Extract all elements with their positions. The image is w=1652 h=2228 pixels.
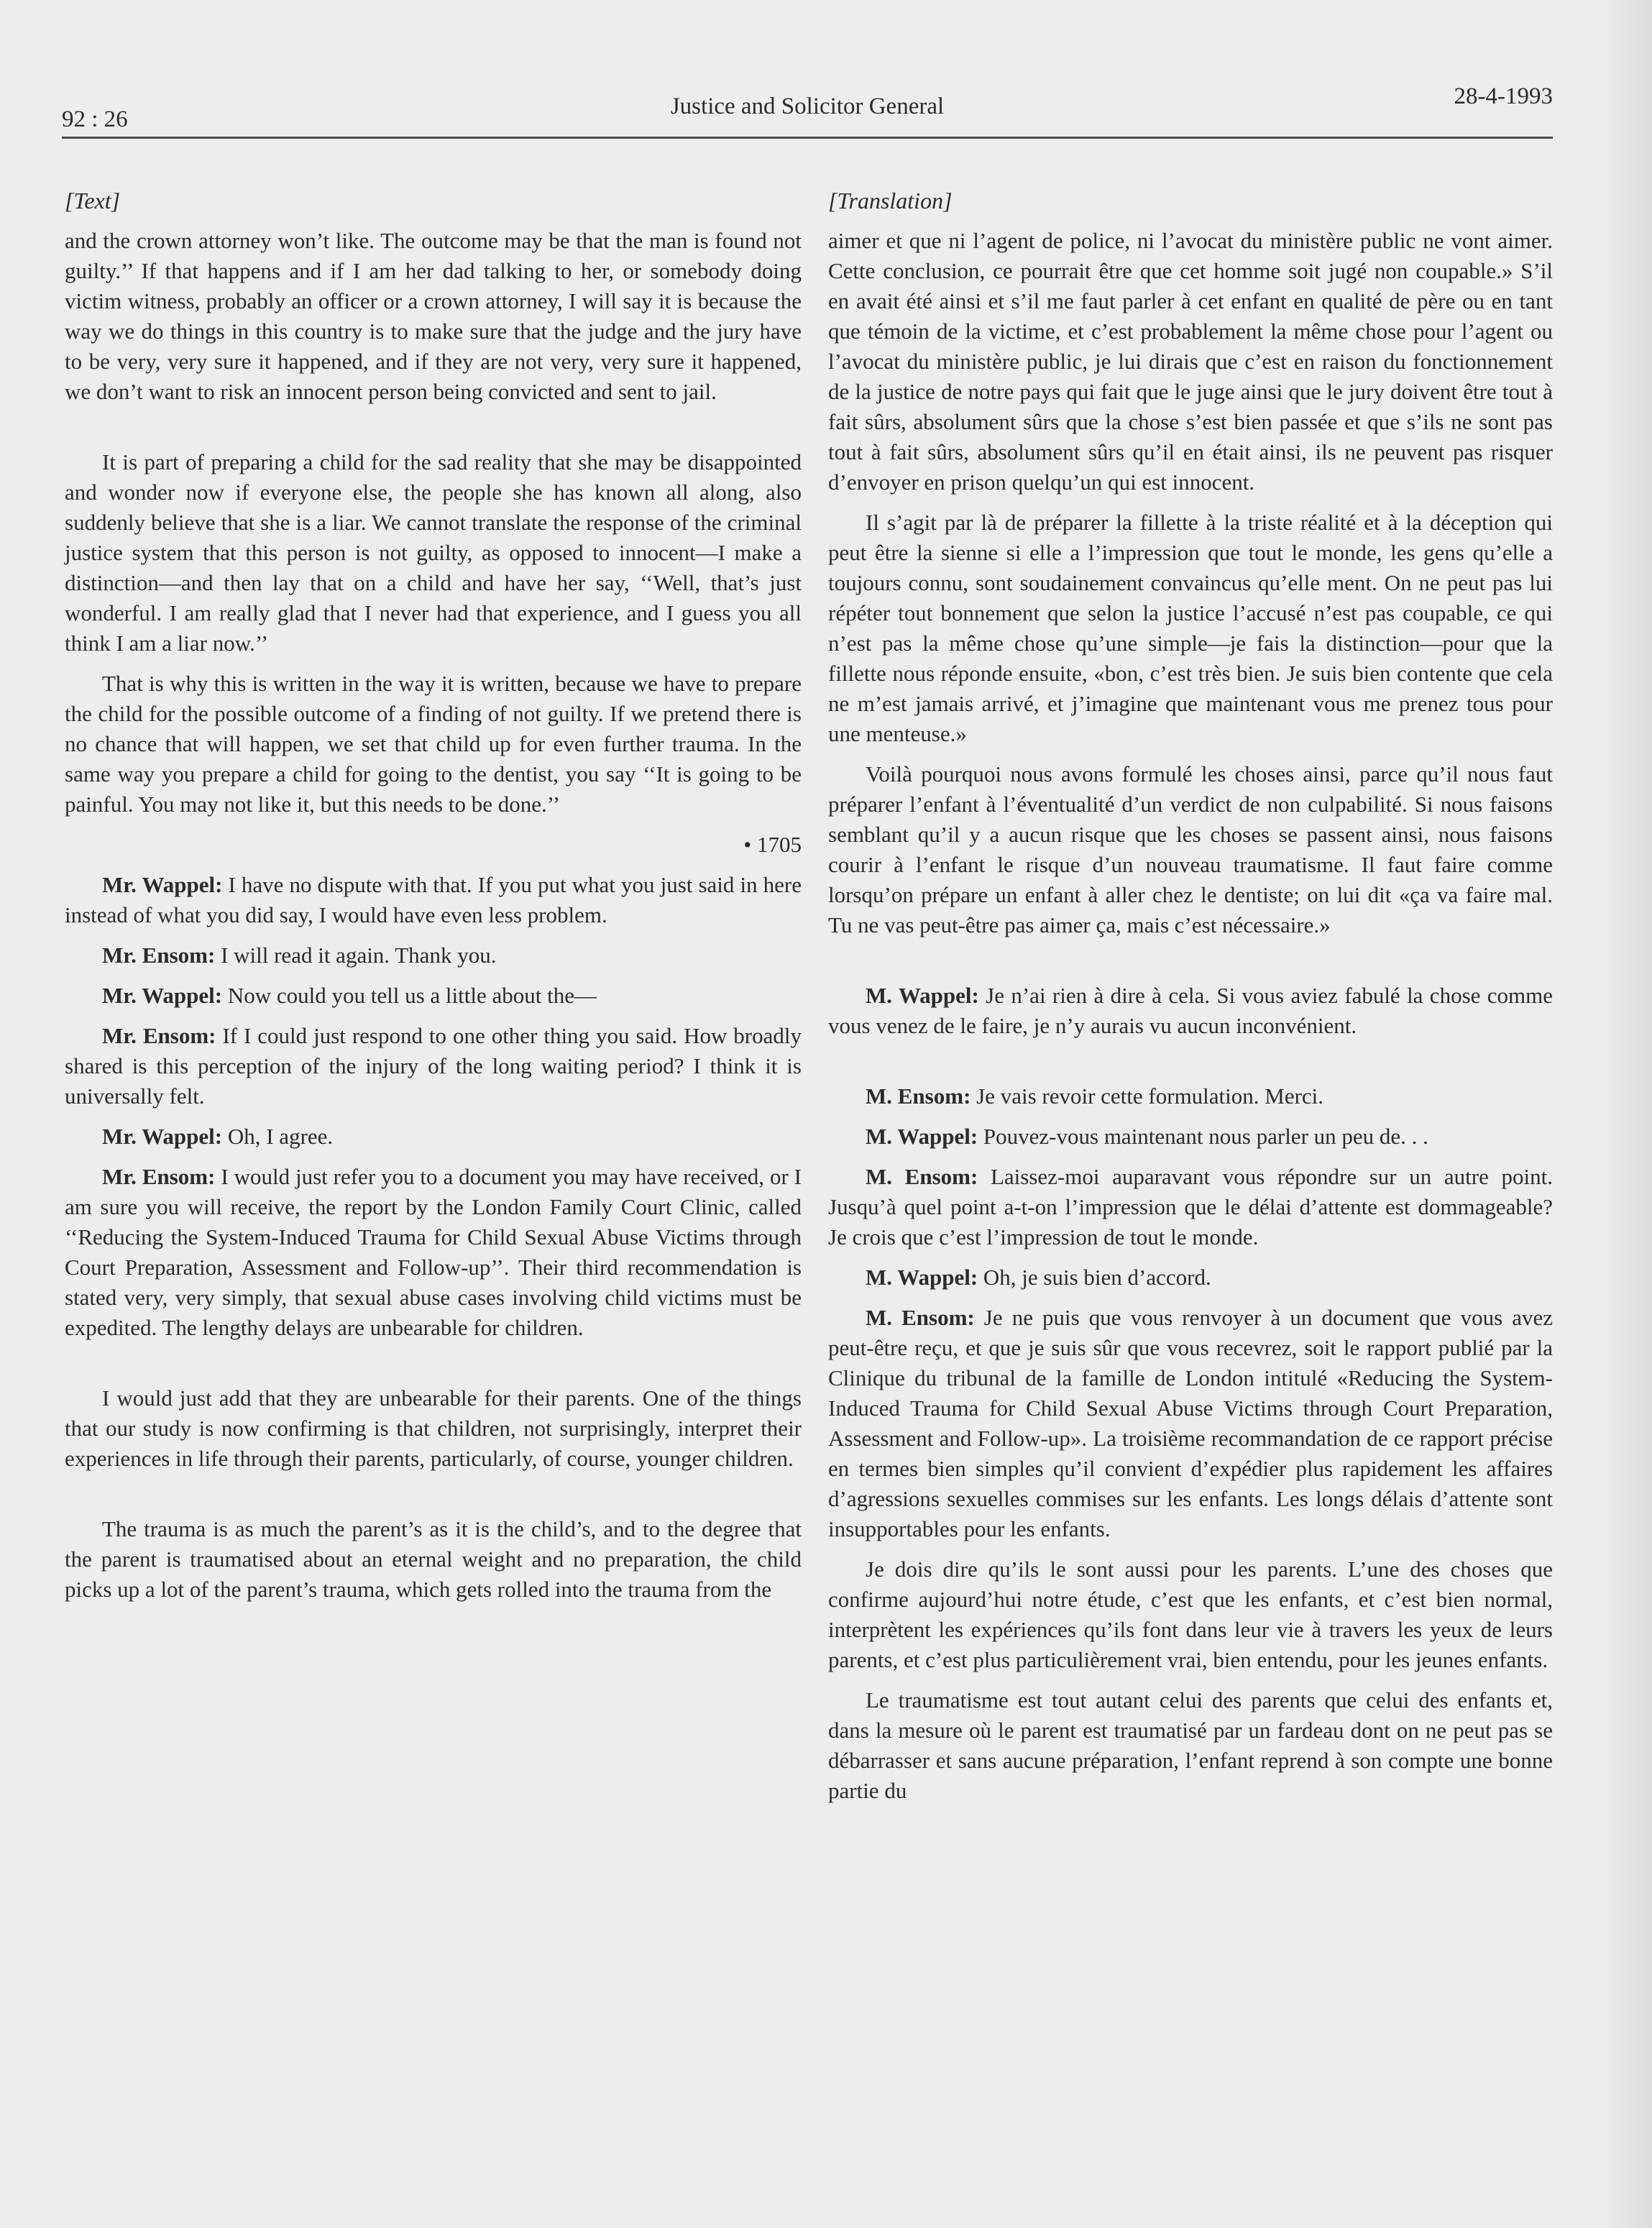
paragraph: Je dois dire qu’ils le sont aussi pour les parents. L’une des choses que confirme aujourd’hui notre étude, c’est que les enfants, et c’est bien normal, interprètent les expériences qu’ils font dans leur vie à travers les yeux de leurs parents, et c’est plus particulièrement vrai, bien entendu, pour les jeunes enfants. bbox=[828, 1557, 1553, 1672]
page-reference: 92 : 26 bbox=[62, 106, 128, 132]
speaker-exchange bbox=[65, 1122, 802, 1152]
speech-text: Now could you tell us a little about the— bbox=[222, 983, 597, 1008]
paragraph: aimer et que ni l’agent de police, ni l’avocat du ministère public ne vont aimer. Cette conclusion, ce pourrait être que cet homme soit jugé non coupable.» S’il en avait été ainsi et s’il me faut parler à cet enfant en qualité de père ou en tant que témoin de la victime, et c’est probablement la même chose pour l’agent ou l’avocat du ministère public, je lui dirais que c’est en raison du fonctionnement de la justice de notre pays qui fait que le juge ainsi que le jury doivent être tout à fait sûrs, absolument sûrs que la chose s’est bien passée et que s’ils ne sont pas tout à fait sûrs, absolument sûrs qu’il en était ainsi, ils ne peuvent pas risquer d’envoyer en prison quelqu’un qui est innocent. bbox=[828, 228, 1553, 495]
speech-text: I have no dispute with that. If you put what you just said in here instead of what you did say, I would have even less problem. bbox=[65, 872, 802, 927]
speech-text: If I could just respond to one other thing you said. How broadly shared is this perception of the injury of the long waiting period? I think it is universally felt. bbox=[65, 1023, 802, 1109]
speaker-name: M. Wappel: bbox=[866, 1124, 978, 1149]
column-label-translation: [Translation] bbox=[828, 188, 953, 214]
paragraph: and the crown attorney won’t like. The outcome may be that the man is found not guilty.’’ If that happens and if I am her dad talking to her, or somebody doing victim witness, probably an officer or a crown attorney, I will say it is because the way we do things in this country is to make sure that the judge and the jury have to be very, very sure it happened, and if they are not very, very sure it happened, we don’t want to risk an innocent person being convicted and sent to jail. bbox=[65, 228, 802, 404]
header-title: Justice and Solicitor General bbox=[670, 93, 945, 119]
english-text-column bbox=[65, 185, 802, 1615]
paragraph: I would just add that they are unbearable for their parents. One of the things that our study is now confirming is that children, not surprisingly, interpret their experiences in life through their parents, particularly, of course, younger children. bbox=[65, 1385, 802, 1471]
paragraph: It is part of preparing a child for the sad reality that she may be disappointed and wonder now if everyone else, the people she has known all along, also suddenly believe that she is a liar. We cannot translate the response of the criminal justice system that this person is not guilty, as opposed to innocent—I make a distinction—and then lay that on a child and have her say, ‘‘Well, that’s just wonderful. I am really glad that I never had that experience, and I guess you all think I am a liar now.’’ bbox=[65, 449, 802, 656]
speaker-exchange bbox=[828, 1303, 1553, 1544]
speaker-name: Mr. Ensom: bbox=[102, 1023, 216, 1048]
speech-text: Je ne puis que vous renvoyer à un document que vous avez peut-être reçu, et que je suis sûr que vous recevrez, soit le rapport publié par la Clinique du tribunal de la famille de London intitulé «Reducing the System-Induced Trauma for Child Sexual Abuse Victims through Court Preparation, Assessment and Follow-up». La troisième recommandation de ce rapport précise en termes bien simples qu’il convient d’expédier plus rapidement les affaires d’agressions sexuelles commises sur les enfants. Les longs délais d’attente sont insupportables pour les enfants. bbox=[828, 1305, 1553, 1541]
speaker-name: Mr. Wappel: bbox=[102, 983, 223, 1008]
paragraph: Voilà pourquoi nous avons formulé les choses ainsi, parce qu’il nous faut préparer l’enfant à l’éventualité d’un verdict de non culpabilité. Si nous faisons semblant qu’il y a aucun risque que les choses se passent ainsi, nous faisons courir à l’enfant le risque d’un nouveau traumatisme. Il faut faire comme lorsqu’on prépare un enfant à aller chez le dentiste; on lui dit «ça va faire mal. Tu ne vas peut-être pas aimer ça, mais c’est nécessaire.» bbox=[828, 761, 1553, 937]
paragraph: Le traumatisme est tout autant celui des parents que celui des enfants et, dans la mesure où le parent est traumatisé par un fardeau dont on ne peut pas se débarrasser et sans aucune préparation, l’enfant reprend à son compte une bonne partie du bbox=[828, 1687, 1553, 1803]
speaker-exchange bbox=[828, 1162, 1553, 1252]
paragraph: That is why this is written in the way it is written, because we have to prepare the child for the possible outcome of a finding of not guilty. If we pretend there is no chance that will happen, we set that child up for even further trauma. In the same way you prepare a child for going to the dentist, you say ‘‘It is going to be painful. You may not like it, but this needs to be done.’’ bbox=[65, 671, 802, 817]
header-date: 28-4-1993 bbox=[1454, 83, 1553, 109]
speaker-exchange bbox=[828, 1081, 1553, 1111]
speaker-exchange bbox=[828, 1122, 1553, 1152]
speaker-name: M. Ensom: bbox=[866, 1083, 971, 1109]
paragraph: The trauma is as much the parent’s as it is the child’s, and to the degree that the parent is traumatised about an eternal weight and no preparation, the child picks up a lot of the parent’s trauma, which gets rolled into the trauma from the bbox=[65, 1516, 802, 1602]
speech-text: Je vais revoir cette formulation. Merci. bbox=[970, 1083, 1324, 1109]
speaker-exchange bbox=[828, 1262, 1553, 1293]
page-edge-shadow bbox=[1602, 0, 1652, 2228]
speaker-name: M. Ensom: bbox=[866, 1164, 978, 1189]
speech-text: I will read it again. Thank you. bbox=[215, 943, 497, 968]
speaker-exchange bbox=[65, 1021, 802, 1111]
speech-text: Oh, je suis bien d’accord. bbox=[978, 1265, 1211, 1290]
speaker-exchange bbox=[65, 981, 802, 1011]
speaker-name: Mr. Wappel: bbox=[102, 872, 223, 897]
speaker-name: Mr. Ensom: bbox=[102, 943, 216, 968]
french-translation-column bbox=[828, 185, 1553, 1816]
speaker-name: Mr. Ensom: bbox=[102, 1164, 216, 1189]
speech-text: I would just refer you to a document you may have received, or I am sure you will receive, the report by the London Family Court Clinic, called ‘‘Reducing the System-Induced Trauma for Child Sexual Abuse Victims through Court Preparation, Assessment and Follow-up’’. Their third recommendation is stated very, very simply, that sexual abuse cases involving child victims must be expedited. The lengthy delays are unbearable for children. bbox=[65, 1164, 802, 1340]
page-header bbox=[62, 81, 1553, 139]
speaker-name: M. Ensom: bbox=[866, 1305, 975, 1330]
speaker-exchange bbox=[65, 1162, 802, 1343]
speaker-exchange bbox=[65, 940, 802, 971]
speech-text: Laissez-moi auparavant vous répondre sur un autre point. Jusqu’à quel point a-t-on l’impression que le délai d’attente est dommageable? Je crois que c’est l’impression de tout le monde. bbox=[828, 1164, 1554, 1250]
column-label-text: [Text] bbox=[65, 188, 121, 214]
speaker-exchange bbox=[65, 870, 802, 930]
speaker-name: M. Wappel: bbox=[866, 983, 979, 1008]
speech-text: Oh, I agree. bbox=[222, 1124, 334, 1149]
paragraph: Il s’agit par là de préparer la fillette à la triste réalité et à la déception qui peut être la sienne si elle a l’impression que tout le monde, les gens qu’elle a toujours connu, sont soudainement convaincus qu’elle ment. On ne peut pas lui répéter tout bonnement que selon la justice l’accusé n’est pas coupable, ce qui n’est pas la même chose qu’une simple—je fais la distinction—pour que la fillette nous réponde ensuite, «bon, c’est très bien. Je suis bien contente que cela ne m’est jamais arrivé, et j’imagine que maintenant vous me prenez tous pour une menteuse.» bbox=[828, 510, 1553, 746]
speaker-exchange bbox=[828, 981, 1553, 1041]
speaker-name: M. Wappel: bbox=[866, 1265, 978, 1290]
speech-text: Je n’ai rien à dire à cela. Si vous aviez fabulé la chose comme vous venez de le faire, je n’y aurais vu aucun inconvénient. bbox=[828, 983, 1554, 1038]
speech-text: Pouvez-vous maintenant nous parler un peu de. . . bbox=[978, 1124, 1428, 1149]
speaker-name: Mr. Wappel: bbox=[102, 1124, 223, 1149]
time-marker: • 1705 bbox=[743, 832, 802, 857]
